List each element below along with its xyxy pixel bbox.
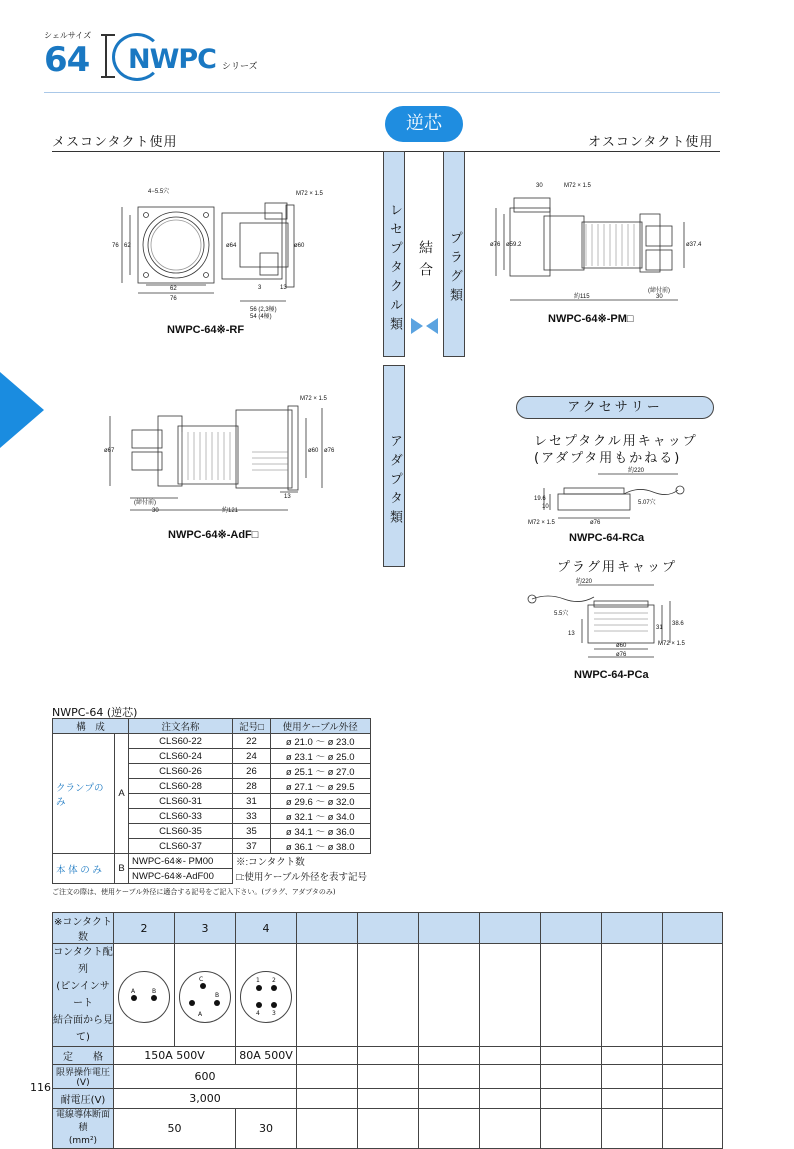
table-cell: CLS60-26 [129, 764, 233, 779]
male-contact-heading: オスコンタクト使用 [588, 135, 714, 150]
rf-dim-holes: 4−5.5穴 [148, 189, 170, 195]
table-cell [480, 1065, 541, 1089]
table-cell [541, 1065, 602, 1089]
pin-layout-2-icon [118, 971, 170, 1023]
col-config: 構 成 [53, 719, 129, 734]
pin-layout-4-icon [240, 971, 292, 1023]
pca-dim-d60: ø60 [616, 643, 627, 649]
pin-dot [271, 985, 277, 991]
pca-dim-220: 約220 [576, 579, 593, 585]
pm-dim-115: 約115 [574, 294, 590, 300]
area-2-3: 50 [114, 1109, 236, 1149]
pin-label: 3 [272, 1009, 276, 1017]
voltage-label: 限界操作電圧(V) [53, 1065, 114, 1089]
table-cell [663, 1109, 723, 1149]
order-table [52, 718, 371, 884]
rf-dim-76v: 76 [112, 243, 119, 249]
adf-dim-121: 約121 [222, 508, 239, 514]
table-cell [419, 913, 480, 944]
clamp-only-label: クランプのみ [53, 734, 115, 854]
table-cell [480, 944, 541, 1047]
voltage-value: 600 [114, 1065, 297, 1089]
adf-dim-30: 30 [152, 508, 159, 514]
rca-dim-220: 約220 [628, 468, 645, 474]
area-label-2: (mm²) [68, 1136, 98, 1146]
mating-arrow-right-icon [411, 318, 423, 334]
table-cell [358, 944, 419, 1047]
withstand-label: 耐電圧(V) [53, 1089, 114, 1109]
adf-dim-pretighten: (締付前) [134, 500, 156, 506]
table-cell [541, 944, 602, 1047]
receptacle-category: レセプタクル類 [383, 151, 405, 357]
pca-dim-31: 31 [656, 625, 663, 631]
table-cell [602, 1109, 663, 1149]
table-cell: CLS60-33 [129, 809, 233, 824]
table-cell: 26 [233, 764, 271, 779]
plug-category: プラグ類 [443, 151, 465, 357]
order-note: ご注文の際は、使用ケーブル外径に適合する記号をご記入下さい。(プラグ、アダプタのみ) [52, 888, 336, 896]
pin-dot [189, 1000, 195, 1006]
table-cell [358, 1065, 419, 1089]
withstand-value: 3,000 [114, 1089, 297, 1109]
shell-size-number: 64 [44, 40, 90, 80]
table-cell: ø 34.1 〜 ø 36.0 [270, 824, 370, 839]
layout-label-2: (ピンインサート [56, 981, 110, 1009]
adf-caption: NWPC-64※-AdF□ [168, 529, 259, 541]
pca-dim-d76: ø76 [616, 652, 627, 658]
pin-dot [256, 985, 262, 991]
table-cell: 28 [233, 779, 271, 794]
pin-label: A [198, 1010, 203, 1018]
pm-dim-30top: 30 [536, 183, 543, 189]
col-order-name: 注文名称 [129, 719, 233, 734]
pin-layout-3-icon [179, 971, 231, 1023]
table-cell: ø 36.1 〜 ø 38.0 [270, 839, 370, 854]
pin-dot [256, 1002, 262, 1008]
pca-dim-13: 13 [568, 631, 575, 637]
accessory-title: アクセサリー [516, 396, 714, 419]
table-cell [297, 1047, 358, 1065]
pin-label: 2 [272, 976, 276, 984]
plug-cap-title: プラグ用キャップ [557, 560, 678, 575]
rf-dim-54: 54 (4極) [250, 314, 272, 320]
rf-dim-56: 56 (2,3極) [250, 307, 277, 313]
pm-caption: NWPC-64※-PM□ [548, 313, 634, 325]
table-cell [602, 913, 663, 944]
rf-caption: NWPC-64※-RF [167, 324, 245, 336]
pm-dim-d76: ø76 [490, 242, 501, 248]
table-cell [419, 1065, 480, 1089]
adapter-category: アダプタ類 [383, 365, 405, 567]
table-cell [358, 1089, 419, 1109]
table-cell: CLS60-22 [129, 734, 233, 749]
table-cell: 35 [233, 824, 271, 839]
pin-label: A [131, 987, 136, 995]
table-cell [480, 913, 541, 944]
pm-dim-30: 30 [656, 294, 663, 300]
pin-dot [131, 995, 137, 1001]
plug-cap-drawing [524, 575, 694, 663]
table-cell [297, 913, 358, 944]
table-cell [541, 913, 602, 944]
rca-dim-19: 19.6 [534, 496, 546, 502]
table-cell [663, 1089, 723, 1109]
table-cell: CLS60-37 [129, 839, 233, 854]
table-cell [419, 1109, 480, 1149]
table-cell [541, 1089, 602, 1109]
layout-label [53, 944, 114, 1047]
shell-size-label: シェルサイズ [44, 31, 92, 40]
rf-dim-d64: ø64 [226, 243, 237, 249]
legend-contacts: ※:コンタクト数 [236, 857, 305, 869]
adf-dim-thread: M72 × 1.5 [300, 396, 327, 402]
rf-dim-13: 13 [280, 285, 287, 291]
area-label [53, 1109, 114, 1149]
table-cell [358, 1047, 419, 1065]
table-cell: 33 [233, 809, 271, 824]
table-cell: CLS60-31 [129, 794, 233, 809]
rf-dim-62v: 62 [124, 243, 131, 249]
plug-pm-drawing [488, 176, 702, 308]
table-cell [663, 944, 723, 1047]
table-cell [419, 1047, 480, 1065]
table-cell [602, 1089, 663, 1109]
table-cell: 37 [233, 839, 271, 854]
pin-dot [214, 1000, 220, 1006]
layout-label-1: コンタクト配列 [53, 947, 113, 975]
col-cable-od: 使用ケーブル外径 [270, 719, 370, 734]
clamp-code: A [115, 734, 129, 854]
adf-dim-d60: ø60 [308, 448, 319, 454]
table-cell [663, 913, 723, 944]
spec-table [52, 912, 723, 1149]
table-cell: ø 32.1 〜 ø 34.0 [270, 809, 370, 824]
table-cell [480, 1047, 541, 1065]
table-cell: NWPC-64※-AdF00 [129, 869, 233, 884]
table-cell [663, 1065, 723, 1089]
table-cell: ø 25.1 〜 ø 27.0 [270, 764, 370, 779]
table-cell [297, 1065, 358, 1089]
table-cell: CLS60-24 [129, 749, 233, 764]
header-divider [44, 92, 720, 93]
contacts-3: 3 [175, 913, 236, 944]
pin-label: B [215, 991, 220, 999]
pca-caption: NWPC-64-PCa [574, 669, 649, 681]
table-cell [602, 944, 663, 1047]
pin-dot [271, 1002, 277, 1008]
rf-dim-thread: M72 × 1.5 [296, 191, 323, 197]
table-cell: ø 21.0 〜 ø 23.0 [270, 734, 370, 749]
area-label-1: 電線導体断面積 [55, 1110, 110, 1133]
pin-dot [200, 983, 206, 989]
receptacle-cap-title: レセプタクル用キャップ [534, 434, 698, 449]
adapter-adf-drawing [102, 392, 338, 520]
col-symbol: 記号□ [233, 719, 271, 734]
adf-dim-d76: ø76 [324, 448, 335, 454]
table-cell [541, 1109, 602, 1149]
rating-4: 80A 500V [236, 1047, 297, 1065]
pca-dim-hole: 5.5穴 [554, 611, 569, 617]
table-cell [541, 1047, 602, 1065]
table-cell [358, 913, 419, 944]
pin-label: 4 [256, 1009, 260, 1017]
rca-dim-thread: M72 × 1.5 [528, 520, 555, 526]
mating-arrow-left-icon [426, 318, 438, 334]
pm-dim-thread: M72 × 1.5 [564, 183, 591, 189]
pm-dim-d37: ø37.4 [686, 242, 702, 248]
page-number: 116 [30, 1081, 51, 1094]
pin-label: B [152, 987, 157, 995]
rf-dim-76h: 76 [170, 296, 177, 302]
contacts-2: 2 [114, 913, 175, 944]
table-cell [663, 1047, 723, 1065]
rating-2-3: 150A 500V [114, 1047, 236, 1065]
layout-2pin [114, 944, 175, 1047]
pin-label: C [199, 975, 204, 983]
body-only-label: 本 体 の み [53, 854, 115, 884]
rca-dim-hole: 5.07穴 [638, 500, 656, 506]
pca-dim-38: 38.6 [672, 621, 684, 627]
area-4: 30 [236, 1109, 297, 1149]
table-cell: NWPC-64※- PM00 [129, 854, 233, 869]
table-cell: ø 23.1 〜 ø 25.0 [270, 749, 370, 764]
layout-4pin [236, 944, 297, 1047]
layout-3pin [175, 944, 236, 1047]
pm-dim-d59: ø59.2 [506, 242, 522, 248]
rf-dim-d60: ø60 [294, 243, 305, 249]
pin-dot [151, 995, 157, 1001]
receptacle-cap-drawing [528, 464, 698, 530]
page-tab-marker [0, 372, 44, 448]
receptacle-cap-subtitle: (アダプタ用もかねる) [534, 451, 682, 466]
pca-dim-thread: M72 × 1.5 [658, 641, 685, 647]
table-cell: ø 27.1 〜 ø 29.5 [270, 779, 370, 794]
table-cell [480, 1089, 541, 1109]
order-table-title: NWPC-64 (逆芯) [52, 706, 138, 719]
rca-caption: NWPC-64-RCa [569, 532, 645, 544]
table-cell [602, 1065, 663, 1089]
layout-label-3: 結合面から見て) [53, 1015, 113, 1043]
rca-dim-d76: ø76 [590, 520, 601, 526]
adf-dim-d67: ø67 [104, 448, 115, 454]
table-cell: CLS60-35 [129, 824, 233, 839]
receptacle-rf-drawing [110, 185, 340, 325]
table-cell: CLS60-28 [129, 779, 233, 794]
table-cell: 22 [233, 734, 271, 749]
brand-name: NWPC [128, 44, 216, 75]
table-cell [297, 1089, 358, 1109]
body-code: B [115, 854, 129, 884]
table-cell [297, 944, 358, 1047]
table-cell: ø 29.6 〜 ø 32.0 [270, 794, 370, 809]
pm-dim-pretighten: (締付前) [648, 288, 670, 294]
rating-label: 定 格 [53, 1047, 114, 1065]
rf-dim-3: 3 [258, 285, 262, 291]
table-cell [602, 1047, 663, 1065]
table-cell [480, 1109, 541, 1149]
series-label: シリーズ [222, 62, 258, 72]
rca-dim-10: 10 [542, 504, 549, 510]
contacts-4: 4 [236, 913, 297, 944]
mating-label: 結合 [417, 240, 433, 284]
table-cell: 31 [233, 794, 271, 809]
reverse-contact-badge: 逆芯 [385, 106, 463, 142]
adf-dim-13: 13 [284, 494, 291, 500]
legend-symbol: □:使用ケーブル外径を表す記号 [236, 872, 368, 883]
table-cell [419, 1089, 480, 1109]
table-cell [358, 1109, 419, 1149]
table-cell [419, 944, 480, 1047]
table-cell [297, 1109, 358, 1149]
pin-label: 1 [256, 976, 260, 984]
contacts-label: ※コンタクト数 [53, 913, 114, 944]
female-contact-heading: メスコンタクト使用 [52, 135, 178, 150]
table-cell: 24 [233, 749, 271, 764]
rf-dim-62h: 62 [170, 286, 177, 292]
